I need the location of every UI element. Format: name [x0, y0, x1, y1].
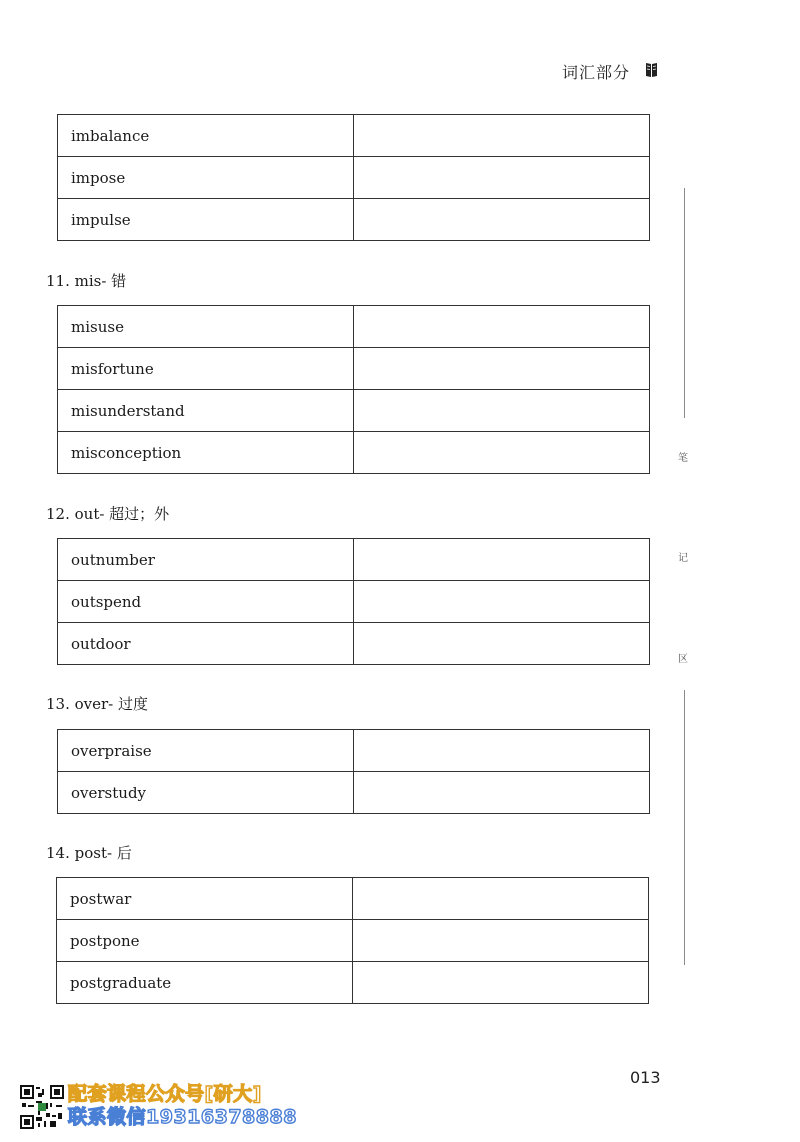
book-icon [644, 61, 659, 79]
table-row [58, 115, 650, 157]
notes-label-char: 记 [678, 553, 688, 564]
table-row [57, 962, 649, 1004]
section-title-mis: 11. mis- 错 [46, 272, 127, 290]
answer-cell [354, 390, 650, 432]
notes-divider-bottom [684, 690, 685, 965]
promo-course-account: 配套课程公众号[研大] [68, 1083, 262, 1105]
answer-cell [354, 115, 650, 157]
word-cell: outnumber [58, 539, 354, 581]
table-row [58, 199, 650, 241]
notes-divider-top [684, 188, 685, 418]
word-cell: outdoor [58, 623, 354, 665]
table-row [58, 730, 650, 772]
section-title-out: 12. out- 超过；外 [46, 505, 170, 523]
vocab-table-continued [57, 114, 650, 241]
vocab-table-over [57, 729, 650, 814]
notes-label-char: 笔 [678, 453, 688, 464]
answer-cell [354, 348, 650, 390]
vocab-table-mis [57, 305, 650, 474]
table-row [58, 581, 650, 623]
table-row [57, 878, 649, 920]
word-cell: imbalance [58, 115, 354, 157]
word-cell: overpraise [58, 730, 354, 772]
table-row [58, 539, 650, 581]
vocab-table-out [57, 538, 650, 665]
answer-cell [354, 623, 650, 665]
notes-label-char: 区 [678, 654, 688, 665]
table-row [58, 432, 650, 474]
word-cell: postwar [57, 878, 353, 920]
word-cell: overstudy [58, 772, 354, 814]
word-cell: postpone [57, 920, 353, 962]
word-cell: misuse [58, 306, 354, 348]
promo-contact-wechat: 联系微信19316378888 [68, 1106, 297, 1128]
word-cell: misfortune [58, 348, 354, 390]
word-cell: misconception [58, 432, 354, 474]
answer-cell [354, 199, 650, 241]
section-title-post: 14. post- 后 [46, 844, 132, 862]
answer-cell [354, 306, 650, 348]
word-cell: impulse [58, 199, 354, 241]
table-row [58, 348, 650, 390]
answer-cell [354, 772, 650, 814]
word-cell: outspend [58, 581, 354, 623]
vocab-table-post [56, 877, 649, 1004]
table-row [58, 157, 650, 199]
answer-cell [354, 432, 650, 474]
page-number: 013 [630, 1068, 661, 1087]
section-title-over: 13. over- 过度 [46, 695, 149, 713]
word-cell: impose [58, 157, 354, 199]
word-cell: postgraduate [57, 962, 353, 1004]
word-cell: misunderstand [58, 390, 354, 432]
table-row [58, 623, 650, 665]
answer-cell [354, 539, 650, 581]
answer-cell [353, 962, 649, 1004]
answer-cell [354, 157, 650, 199]
answer-cell [354, 730, 650, 772]
answer-cell [354, 581, 650, 623]
answer-cell [353, 920, 649, 962]
table-row [58, 390, 650, 432]
table-row [58, 772, 650, 814]
table-row [58, 306, 650, 348]
header-title: 词汇部分 [562, 63, 631, 82]
table-row [57, 920, 649, 962]
answer-cell [353, 878, 649, 920]
qr-code-icon [20, 1085, 64, 1129]
